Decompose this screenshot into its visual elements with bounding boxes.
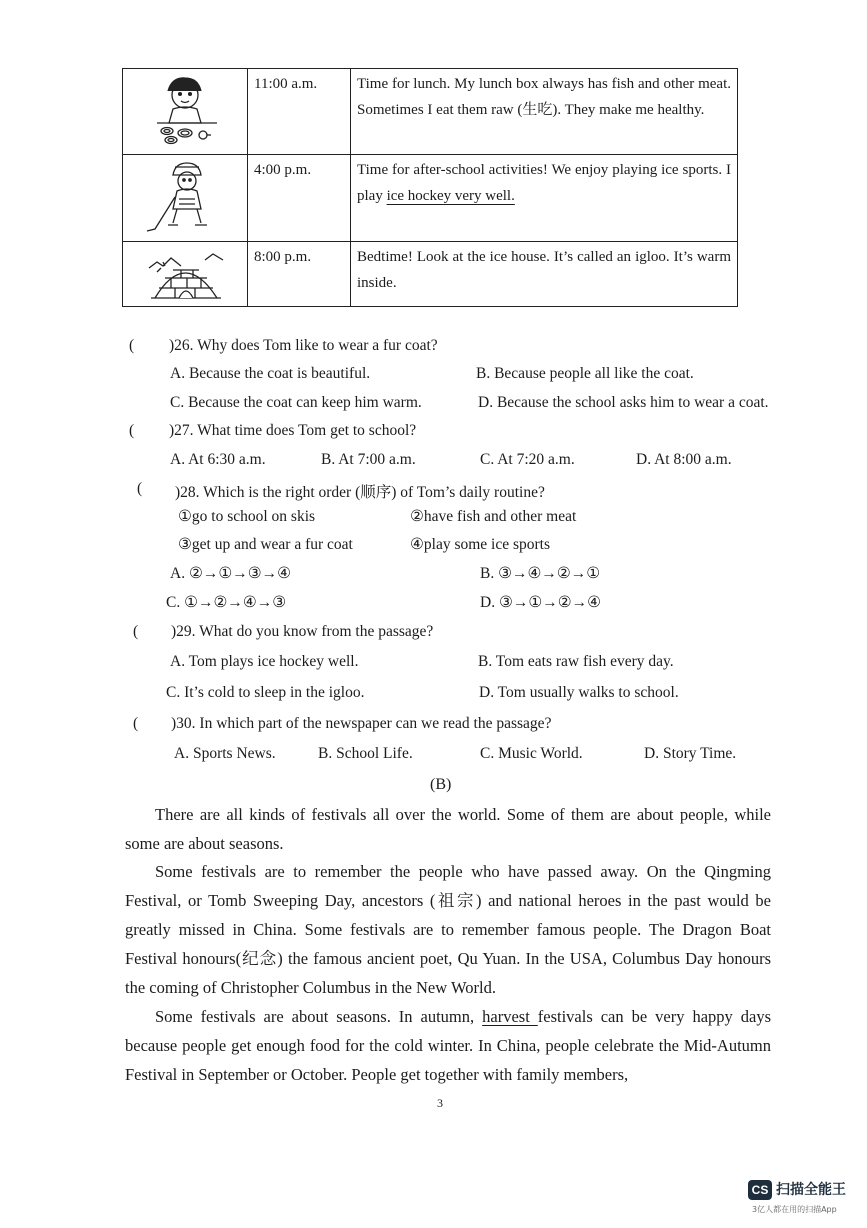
q30-option-d: D. Story Time. <box>644 745 737 762</box>
daily-schedule-table <box>122 68 738 307</box>
answer-bracket: ( <box>137 480 143 497</box>
boy-eating-lunch-icon <box>135 73 235 149</box>
q28-option-c: C. ①→②→④→③ <box>166 594 287 611</box>
q28-step-3: ③get up and wear a fur coat <box>178 536 353 553</box>
igloo-icon <box>135 246 235 304</box>
schedule-row-lunch <box>123 69 738 155</box>
q26-option-a: A. Because the coat is beautiful. <box>170 365 371 382</box>
question-28-stem: )28. Which is the right order (顺序) of Tom’s daily routine? <box>175 484 545 501</box>
camscanner-tagline: 3亿人都在用的扫描App <box>752 1205 837 1214</box>
q28-step-4: ④play some ice sports <box>410 536 551 553</box>
q30-option-b: B. School Life. <box>318 745 413 762</box>
page-number: 3 <box>437 1096 443 1110</box>
q29-option-c: C. It’s cold to sleep in the igloo. <box>166 684 365 701</box>
schedule-description-text: Time for after-school activities! We enjoy playing ice sports. I play <box>357 162 731 204</box>
schedule-time: 11:00 a.m. <box>248 69 351 155</box>
schedule-picture-cell <box>123 155 248 242</box>
q27-option-a: A. At 6:30 a.m. <box>170 451 266 468</box>
q26-option-d: D. Because the school asks him to wear a coat. <box>478 394 769 411</box>
schedule-picture-cell <box>123 242 248 307</box>
passage-paragraph-2: Some festivals are to remember the people who have passed away. On the Qingming Festival, or Tomb Sweeping Day, ancestors (祖宗) and national heroes in the past would be greatly missed in China. Some festivals are to remember famous people. The Dragon Boat Festival honours(纪念) the famous ancient poet, Qu Yuan. In the USA, Columbus Day honours the coming of Christopher Columbus in the New World. <box>125 862 771 997</box>
question-30-stem: )30. In which part of the newspaper can we read the passage? <box>171 715 552 732</box>
q30-option-c: C. Music World. <box>480 745 583 762</box>
q29-option-d: D. Tom usually walks to school. <box>479 684 679 701</box>
camscanner-logo-icon: CS <box>748 1180 772 1200</box>
paragraph-3-start: Some festivals are about seasons. In autumn, <box>155 1007 483 1026</box>
answer-bracket: ( <box>133 623 139 640</box>
schedule-time: 8:00 p.m. <box>248 242 351 307</box>
answer-bracket: ( <box>129 422 135 439</box>
question-29-stem: )29. What do you know from the passage? <box>171 623 434 640</box>
schedule-description: Bedtime! Look at the ice house. It’s called an igloo. It’s warm inside. <box>351 242 738 307</box>
answer-bracket: ( <box>133 715 139 732</box>
schedule-row-bedtime <box>123 242 738 307</box>
schedule-description: Time for lunch. My lunch box always has fish and other meat. Sometimes I eat them raw (生吃). They make me healthy. <box>351 69 738 155</box>
q28-option-a: A. ②→①→③→④ <box>170 565 292 582</box>
schedule-picture-cell <box>123 69 248 155</box>
schedule-row-activities <box>123 155 738 242</box>
q27-option-b: B. At 7:00 a.m. <box>321 451 416 468</box>
schedule-time: 4:00 p.m. <box>248 155 351 242</box>
underlined-word-harvest: harvest <box>482 1007 538 1026</box>
schedule-description <box>351 155 738 242</box>
answer-bracket: ( <box>129 337 135 354</box>
question-26-stem: )26. Why does Tom like to wear a fur coat? <box>169 337 438 354</box>
paragraph-3-rest: festivals can be very happy days because people get enough food for the cold winter. In China, people celebrate the Mid-Autumn Festival in September or October. People get together with family members, <box>125 1007 772 1084</box>
section-b-title: (B) <box>430 776 452 793</box>
q27-option-d: D. At 8:00 a.m. <box>636 451 732 468</box>
question-27-stem: )27. What time does Tom get to school? <box>169 422 417 439</box>
q29-option-b: B. Tom eats raw fish every day. <box>478 653 674 670</box>
q28-step-1: ①go to school on skis <box>178 508 316 525</box>
passage-paragraph-3 <box>125 1002 771 1089</box>
q29-option-a: A. Tom plays ice hockey well. <box>170 653 359 670</box>
camscanner-name: 扫描全能王 <box>776 1182 846 1198</box>
q26-option-b: B. Because people all like the coat. <box>476 365 694 382</box>
underlined-phrase: ice hockey very well. <box>386 188 515 204</box>
q28-option-d: D. ③→①→②→④ <box>480 594 602 611</box>
ice-hockey-player-icon <box>135 159 235 237</box>
q27-option-c: C. At 7:20 a.m. <box>480 451 575 468</box>
q28-step-2: ②have fish and other meat <box>410 508 577 525</box>
q30-option-a: A. Sports News. <box>174 745 276 762</box>
passage-paragraph-1: There are all kinds of festivals all over the world. Some of them are about people, while some are about seasons. <box>125 805 771 853</box>
q26-option-c: C. Because the coat can keep him warm. <box>170 394 422 411</box>
q28-option-b: B. ③→④→②→① <box>480 565 601 582</box>
